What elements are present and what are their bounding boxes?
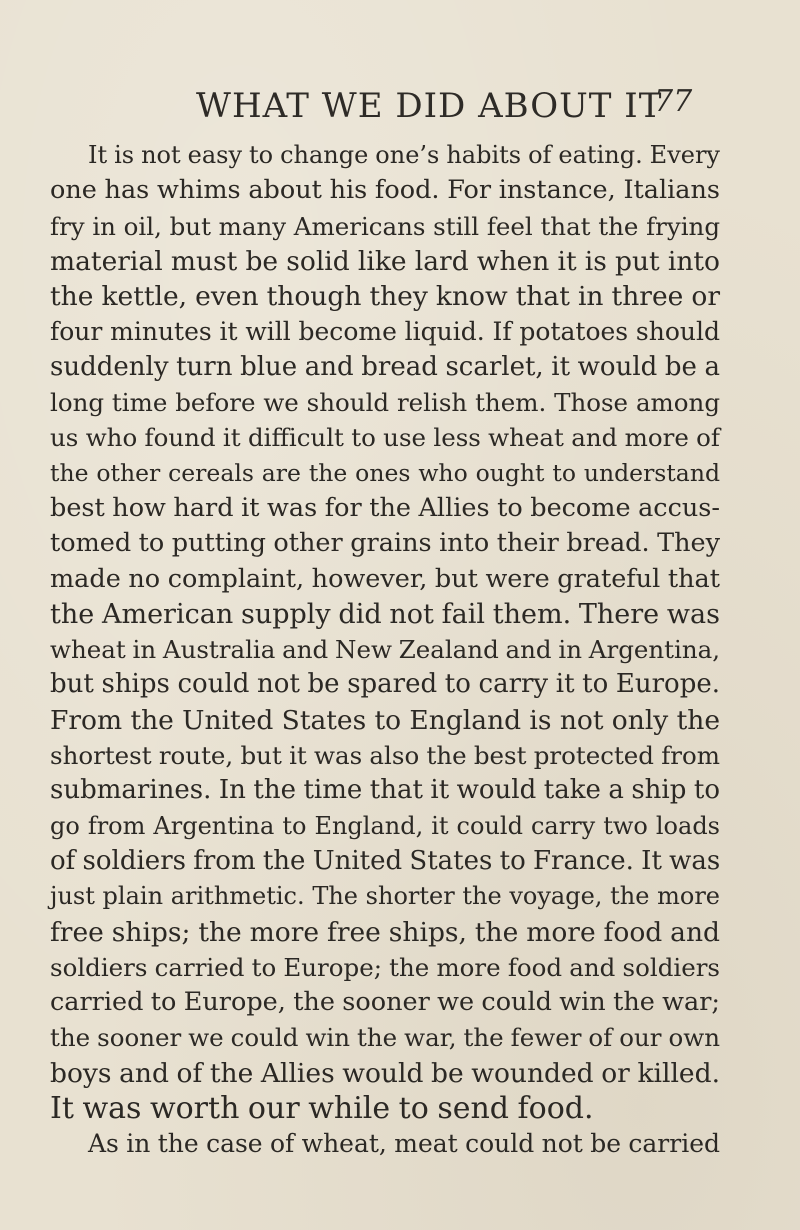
text-line: fry in oil, but many Americans still feel that the frying [50,211,720,241]
text-line: of soldiers from the United States to France. It was [50,845,721,876]
text-line: It was worth our while to send food. [50,1091,594,1127]
text-line: made no complaint, however, but were grateful that [50,563,720,594]
text-line: carried to Europe, the sooner we could win the war; [50,987,720,1018]
text-line: material must be solid like lard when it is put into [50,245,720,277]
text-line: As in the case of wheat, meat could not be carried [88,1129,720,1159]
text-line: shortest route, but it was also the best protected from [50,741,720,771]
body-text [50,138,720,1162]
text-line: the other cereals are the ones who ought to understand [50,458,720,487]
text-line: four minutes it will become liquid. If potatoes should [50,317,720,347]
text-line: It is not easy to change one’s habits of eating. Every [88,141,720,169]
text-line: wheat in Australia and New Zealand and in Argentina, [50,635,721,665]
running-head-title: WHAT WE DID ABOUT IT [196,86,663,126]
text-line: free ships; the more free ships, the more food and [50,916,720,948]
text-line: soldiers carried to Europe; the more food and soldiers [50,952,720,982]
text-line: suddenly turn blue and bread scarlet, it would be a [50,351,720,382]
text-line: boys and of the Allies would be wounded or killed. [50,1057,720,1089]
text-line: tomed to putting other grains into their bread. They [50,528,720,559]
text-line: the sooner we could win the war, the fewer of our own [50,1023,720,1053]
text-line: one has whims about his food. For instance, Italians [50,175,720,206]
page-number: 77 [654,84,693,119]
text-line: go from Argentina to England, it could carry two loads [50,811,720,840]
text-line: best how hard it was for the Allies to become accus- [50,492,720,523]
text-line: the kettle, even though they know that in three or [50,281,720,313]
text-line: submarines. In the time that it would take a ship to [50,775,720,806]
text-line: just plain arithmetic. The shorter the voyage, the more [50,882,720,911]
text-line: the American supply did not fail them. There was [50,598,720,630]
text-line: From the United States to England is not only the [50,704,720,736]
text-line: but ships could not be spared to carry it to Europe. [50,669,720,700]
text-line: us who found it difficult to use less wheat and more of [50,423,720,453]
text-line: long time before we should relish them. Those among [50,388,720,418]
